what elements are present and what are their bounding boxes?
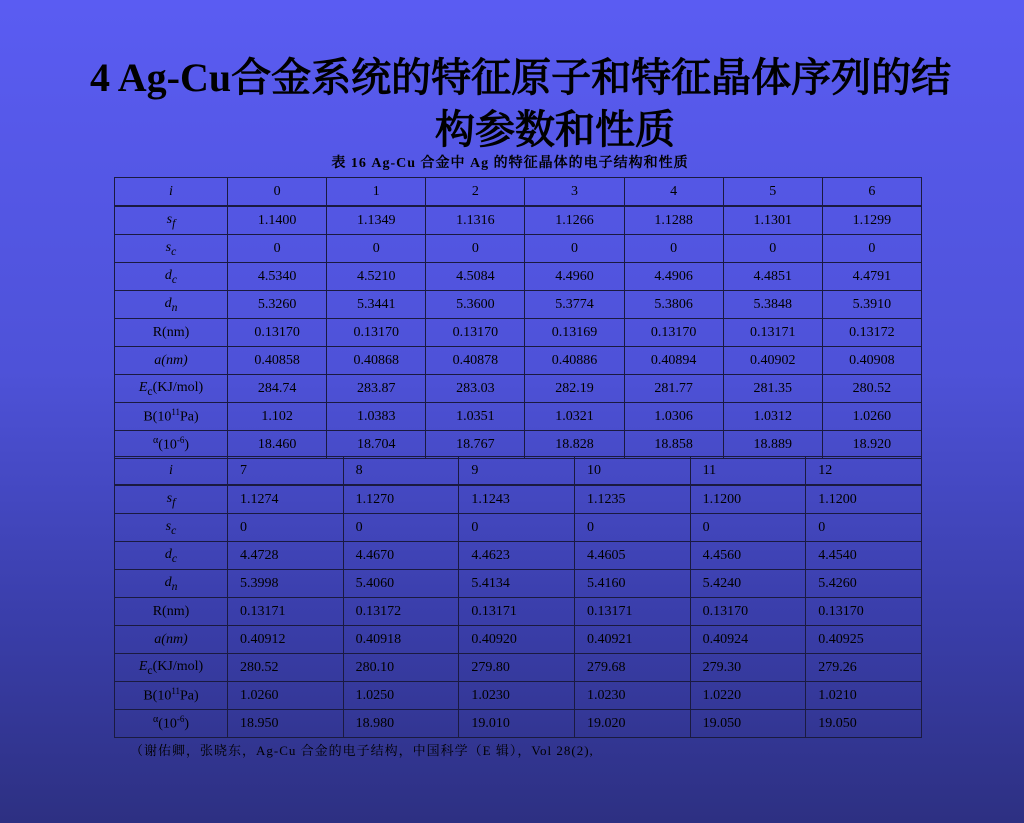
table-cell: 1.0306 (624, 403, 723, 431)
table-cell: 1.1266 (525, 206, 624, 235)
table-cell: 4.4728 (228, 542, 344, 570)
table-cell: 0 (459, 514, 575, 542)
table-row-B (115, 682, 922, 710)
table-cell: 1.1400 (228, 206, 327, 235)
table-cell: 0 (426, 235, 525, 263)
table-cell: 18.920 (822, 431, 921, 459)
table-cell: 1.1299 (822, 206, 921, 235)
table-cell: 0.40858 (228, 347, 327, 375)
table-row-dc (115, 542, 922, 570)
table-cell: 5.4134 (459, 570, 575, 598)
row-label-Ec: $E_c(KJ/mol)$ (115, 375, 228, 403)
table-cell: 1.0260 (228, 682, 344, 710)
table-cell: 0 (723, 235, 822, 263)
table-cell: 5 (723, 178, 822, 207)
table-cell: 1.1316 (426, 206, 525, 235)
table-cell: 1.0351 (426, 403, 525, 431)
table-cell: 0.40894 (624, 347, 723, 375)
table-cell: 280.52 (228, 654, 344, 682)
table-row-sf (115, 206, 922, 235)
table-cell: 284.74 (228, 375, 327, 403)
table-row-a (115, 347, 922, 375)
table-cell: 19.050 (690, 710, 806, 738)
table-cell: 1.1200 (690, 485, 806, 514)
table-cell: 0.13172 (822, 319, 921, 347)
row-label-B: $B(10^{11}Pa)$ (115, 682, 228, 710)
table-row-R (115, 598, 922, 626)
table-row-i (115, 178, 922, 207)
table-cell: 0 (327, 235, 426, 263)
table-cell: 0.40925 (806, 626, 922, 654)
table-cell: 4.5340 (228, 263, 327, 291)
table-cell: 1 (327, 178, 426, 207)
row-label-sc: $s_c$ (115, 514, 228, 542)
table-cell: 2 (426, 178, 525, 207)
table-cell: 19.050 (806, 710, 922, 738)
table-cell: 18.767 (426, 431, 525, 459)
table-cell: 1.0250 (343, 682, 459, 710)
table-row-i (115, 457, 922, 486)
table-row-dc (115, 263, 922, 291)
table-cell: 280.52 (822, 375, 921, 403)
table-cell: 0.13170 (327, 319, 426, 347)
table-cell: 279.68 (574, 654, 690, 682)
table-cell: 1.1349 (327, 206, 426, 235)
table-cell: 0 (343, 514, 459, 542)
table-row-alpha (115, 710, 922, 738)
table-cell: 5.4240 (690, 570, 806, 598)
table-cell: 279.26 (806, 654, 922, 682)
table-cell: 0 (228, 514, 344, 542)
table-cell: 4.4960 (525, 263, 624, 291)
table-cell: 8 (343, 457, 459, 486)
table-cell: 283.03 (426, 375, 525, 403)
data-table-bottom (114, 456, 922, 738)
table-cell: 0 (690, 514, 806, 542)
table-cell: 0.13171 (228, 598, 344, 626)
table-row-R (115, 319, 922, 347)
table-cell: 5.3806 (624, 291, 723, 319)
table-cell: 11 (690, 457, 806, 486)
table-cell: 5.3774 (525, 291, 624, 319)
table-cell: 0.40918 (343, 626, 459, 654)
table-cell: 4.4560 (690, 542, 806, 570)
table-cell: 0.40908 (822, 347, 921, 375)
table-cell: 0.40878 (426, 347, 525, 375)
table-cell: 282.19 (525, 375, 624, 403)
row-label-dc: $d_c$ (115, 542, 228, 570)
table-cell: 5.4260 (806, 570, 922, 598)
table-cell: 1.1270 (343, 485, 459, 514)
table-cell: 19.010 (459, 710, 575, 738)
table-cell: 0 (822, 235, 921, 263)
table-cell: 1.1274 (228, 485, 344, 514)
table-cell: 1.1301 (723, 206, 822, 235)
table-cell: 4.4623 (459, 542, 575, 570)
table-cell: 18.889 (723, 431, 822, 459)
table-cell: 0.40912 (228, 626, 344, 654)
table-cell: 7 (228, 457, 344, 486)
row-label-a: a(nm) (115, 626, 228, 654)
table-cell: 1.0321 (525, 403, 624, 431)
slide-title-line1: 4 Ag-Cu合金系统的特征原子和特征晶体序列的结 (90, 55, 952, 100)
row-label-dc: $d_c$ (115, 263, 228, 291)
table-cell: 1.0383 (327, 403, 426, 431)
table-row-Ec (115, 654, 922, 682)
table-cell: 0.13171 (574, 598, 690, 626)
table-cell: 0 (228, 178, 327, 207)
row-label-R: R(nm) (115, 319, 228, 347)
table-cell: 1.0220 (690, 682, 806, 710)
row-label-a: a(nm) (115, 347, 228, 375)
table-cell: 4.4851 (723, 263, 822, 291)
table-cell: 279.30 (690, 654, 806, 682)
data-table-top (114, 177, 922, 459)
table-cell: 0.40920 (459, 626, 575, 654)
row-label-R: R(nm) (115, 598, 228, 626)
table-cell: 5.3848 (723, 291, 822, 319)
row-label-sc: $s_c$ (115, 235, 228, 263)
table-cell: 283.87 (327, 375, 426, 403)
table-cell: 18.828 (525, 431, 624, 459)
table-cell: 0.40886 (525, 347, 624, 375)
row-label-alpha: $^\alpha(10^{-6})$ (115, 431, 228, 459)
table-cell: 1.0312 (723, 403, 822, 431)
table-row-dn (115, 291, 922, 319)
table-cell: 9 (459, 457, 575, 486)
table-cell: 281.35 (723, 375, 822, 403)
table-cell: 1.0230 (574, 682, 690, 710)
table-cell: 1.1200 (806, 485, 922, 514)
table-cell: 4 (624, 178, 723, 207)
table-cell: 4.4540 (806, 542, 922, 570)
row-label-i: i (115, 457, 228, 486)
table-cell: 1.1243 (459, 485, 575, 514)
table-cell: 10 (574, 457, 690, 486)
row-label-dn: $d_n$ (115, 291, 228, 319)
table-cell: 18.950 (228, 710, 344, 738)
table-cell: 0.13172 (343, 598, 459, 626)
table-cell: 281.77 (624, 375, 723, 403)
row-label-alpha: $^\alpha(10^{-6})$ (115, 710, 228, 738)
table-cell: 4.4670 (343, 542, 459, 570)
table-cell: 0.13171 (459, 598, 575, 626)
slide-title-line2: 构参数和性质 (435, 107, 675, 152)
table-cell: 0 (624, 235, 723, 263)
table-cell: 6 (822, 178, 921, 207)
table-cell: 18.460 (228, 431, 327, 459)
table-cell: 0 (525, 235, 624, 263)
table-cell: 0.13170 (228, 319, 327, 347)
table-cell: 0.13171 (723, 319, 822, 347)
table-cell: 5.3910 (822, 291, 921, 319)
table-cell: 5.3260 (228, 291, 327, 319)
table-cell: 1.0260 (822, 403, 921, 431)
table-row-Ec (115, 375, 922, 403)
table-cell: 5.4160 (574, 570, 690, 598)
row-label-B: $B(10^{11}Pa)$ (115, 403, 228, 431)
table-row-dn (115, 570, 922, 598)
table-cell: 4.4605 (574, 542, 690, 570)
footnote-citation: （谢佑卿，张晓东，Ag-Cu 合金的电子结构，中国科学（E 辑），Vol 28(2), (130, 743, 594, 758)
table-cell: 0.40924 (690, 626, 806, 654)
row-label-i: i (115, 178, 228, 207)
table-cell: 0.13170 (624, 319, 723, 347)
table-cell: 1.102 (228, 403, 327, 431)
table-cell: 280.10 (343, 654, 459, 682)
row-label-sf: $s_f$ (115, 206, 228, 235)
table-cell: 4.4791 (822, 263, 921, 291)
slide-title (90, 52, 1020, 156)
table-cell: 19.020 (574, 710, 690, 738)
table-cell: 1.0210 (806, 682, 922, 710)
table-cell: 0.40902 (723, 347, 822, 375)
table-row-sf (115, 485, 922, 514)
table-cell: 1.1235 (574, 485, 690, 514)
table-cell: 4.5210 (327, 263, 426, 291)
table-cell: 5.3441 (327, 291, 426, 319)
row-label-sf: $s_f$ (115, 485, 228, 514)
table-row-sc (115, 235, 922, 263)
table-cell: 4.4906 (624, 263, 723, 291)
table-cell: 18.704 (327, 431, 426, 459)
table-cell: 0.13170 (690, 598, 806, 626)
table-cell: 1.0230 (459, 682, 575, 710)
table-cell: 1.1288 (624, 206, 723, 235)
table-cell: 0.40868 (327, 347, 426, 375)
table-cell: 0.13170 (806, 598, 922, 626)
table-cell: 12 (806, 457, 922, 486)
table-cell: 5.3998 (228, 570, 344, 598)
table-cell: 0.40921 (574, 626, 690, 654)
table-caption: 表 16 Ag-Cu 合金中 Ag 的特征晶体的电子结构和性质 (331, 156, 689, 171)
table-cell: 279.80 (459, 654, 575, 682)
table-row-B (115, 403, 922, 431)
table-cell: 0 (574, 514, 690, 542)
table-cell: 5.4060 (343, 570, 459, 598)
table-row-alpha (115, 431, 922, 459)
table-row-sc (115, 514, 922, 542)
table-row-a (115, 626, 922, 654)
table-cell: 3 (525, 178, 624, 207)
table-cell: 0.13169 (525, 319, 624, 347)
row-label-dn: $d_n$ (115, 570, 228, 598)
row-label-Ec: $E_c(KJ/mol)$ (115, 654, 228, 682)
table-cell: 0 (806, 514, 922, 542)
table-cell: 4.5084 (426, 263, 525, 291)
table-cell: 0 (228, 235, 327, 263)
table-cell: 18.980 (343, 710, 459, 738)
table-cell: 5.3600 (426, 291, 525, 319)
table-cell: 0.13170 (426, 319, 525, 347)
table-cell: 18.858 (624, 431, 723, 459)
